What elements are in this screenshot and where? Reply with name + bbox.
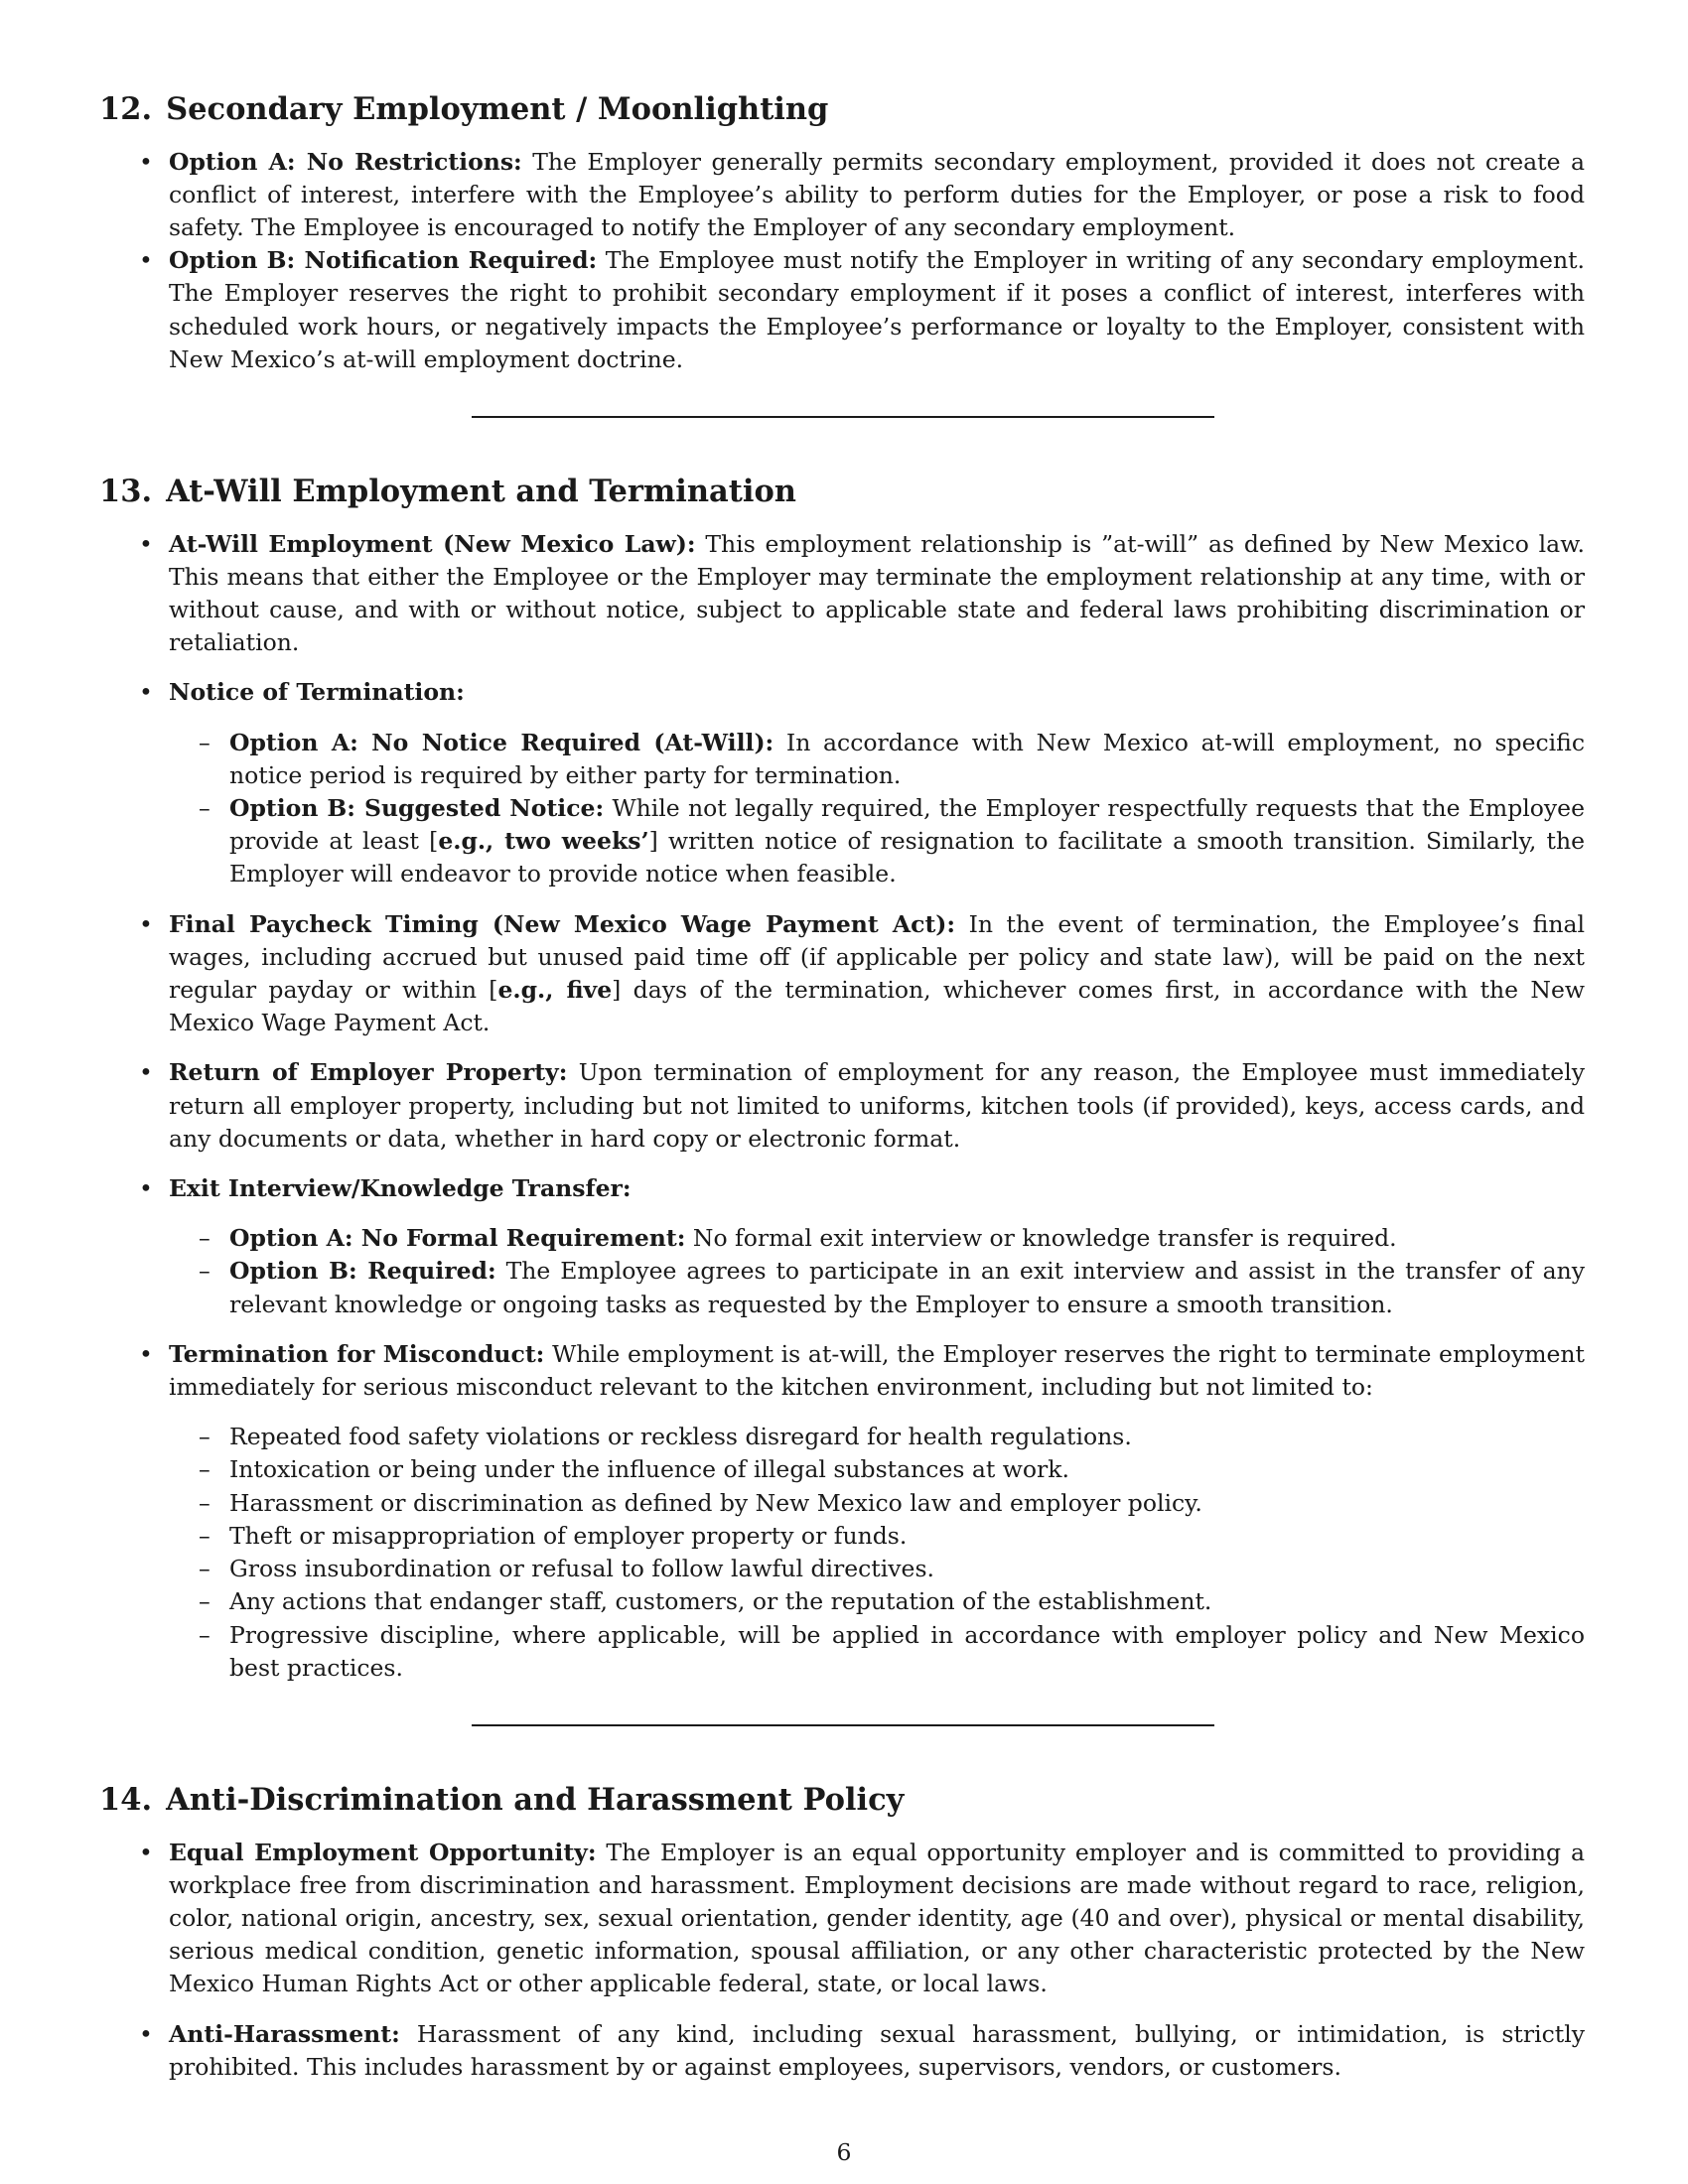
misconduct-example: – Intoxication or being under the influence of illegal substances at work. xyxy=(169,1453,1585,1486)
notice-options xyxy=(169,727,1585,891)
misconduct-example: – Theft or misappropriation of employer property or funds. xyxy=(169,1520,1585,1553)
item-label: Option A: No Formal Requirement: xyxy=(229,1224,686,1253)
item-text: No formal exit interview or knowledge transfer is required. xyxy=(685,1224,1397,1253)
item-text: In the event of termination, the Employee’s final wages, including accrued but unused paid time off (if applicable per policy and state law), will be paid on the next regular payday or within [ xyxy=(169,909,1586,1005)
item-label: Notice of Termination: xyxy=(169,678,465,707)
item-text: Upon termination of employment for any reason, the Employee must immediately return all employer property, including but not limited to uniforms, kitchen tools (if provided), keys, access cards, and any documents or data, whether in hard copy or electronic format. xyxy=(169,1058,1585,1153)
item-label: Equal Employment Opportunity: xyxy=(169,1838,597,1866)
misconduct-example: – Progressive discipline, where applicable, will be applied in accordance with employer policy and New Mexico best practices. xyxy=(169,1619,1585,1685)
misconduct-item xyxy=(99,1338,1585,1685)
exit-interview-options xyxy=(169,1222,1585,1321)
item-label: Option B: Required: xyxy=(229,1257,496,1286)
item-text: The Employee must notify the Employer in writing of any secondary employment. The Employer reserves the right to prohibit secondary employment if it poses a conflict of interest, interferes with scheduled work hours, or negatively impacts the Employee’s performance or loyalty to the Employer, consistent with New Mexico’s at-will employment doctrine. xyxy=(169,246,1586,373)
item-text: While not legally required, the Employer respectfully requests that the Employee provide at least [ xyxy=(229,794,1586,856)
return-property-item xyxy=(99,1056,1585,1156)
section-12-title: Secondary Employment / Moonlighting xyxy=(166,91,829,127)
item-label: Termination for Misconduct: xyxy=(169,1339,545,1368)
section-14-list xyxy=(99,1837,1585,2084)
item-text: The Employer generally permits secondary employment, provided it does not create a conflict of interest, interfere with the Employee’s ability to perform duties for the Employer, or pose a risk to food safety. The Employee is encouraged to notify the Employer of any secondary employment. xyxy=(169,147,1585,241)
item-text: The Employer is an equal opportunity employer and is committed to providing a workplace free from discrimination and harassment. Employment decisions are made without regard to race, religion, color, national origin, ancestry, sex, sexual orientation, gender identity, age (40 and over), physical or mental disability, serious medical condition, genetic information, spousal affiliation, or any other characteristic protected by the New Mexico Human Rights Act or other applicable federal, state, or local laws. xyxy=(169,1838,1585,1998)
section-13-heading xyxy=(99,474,1585,510)
misconduct-list xyxy=(169,1421,1585,1685)
document-page xyxy=(99,91,1585,2084)
item-label: Final Paycheck Timing (New Mexico Wage Payment Act): xyxy=(169,909,956,938)
anti-harassment-item xyxy=(99,2018,1585,2084)
section-13-list xyxy=(99,528,1585,1685)
item-label: Option A: No Restrictions: xyxy=(169,147,522,176)
item-text: ] written notice of resignation to facilitate a smooth transition. Similarly, the Employer will endeavor to provide notice when feasible. xyxy=(229,827,1585,888)
misconduct-example: – Harassment or discrimination as defined by New Mexico law and employer policy. xyxy=(169,1487,1585,1520)
item-text: While employment is at-will, the Employer reserves the right to terminate employment immediately for serious misconduct relevant to the kitchen environment, including but not limited to: xyxy=(169,1339,1585,1402)
item-label: Anti-Harassment: xyxy=(169,2019,400,2048)
final-paycheck-item xyxy=(99,908,1585,1040)
section-12-option-a xyxy=(99,146,1585,245)
page-number: 6 xyxy=(836,2138,852,2166)
notice-option-b xyxy=(169,792,1585,891)
section-13-title: At-Will Employment and Termination xyxy=(166,474,796,510)
item-label: Option B: Notification Required: xyxy=(169,246,598,275)
notice-option-a xyxy=(169,727,1585,792)
section-14-number: 14. xyxy=(99,1781,153,1818)
item-text: ] days of the termination, whichever comes first, in accordance with the New Mexico Wage Payment Act. xyxy=(169,976,1585,1037)
section-12-list xyxy=(99,146,1585,376)
item-label: Option B: Suggested Notice: xyxy=(229,794,605,823)
item-text: Harassment of any kind, including sexual harassment, bullying, or intimidation, is strictly prohibited. This includes harassment by or against employees, supervisors, vendors, or customers. xyxy=(169,2019,1585,2081)
item-label: Option A: No Notice Required (At-Will): xyxy=(229,728,774,756)
exit-option-b xyxy=(169,1255,1585,1320)
section-12-option-b xyxy=(99,244,1585,376)
item-text: This employment relationship is ”at-will” as defined by New Mexico law. This means that either the Employee or the Employer may terminate the employment relationship at any time, with or without cause, and with or without notice, subject to applicable state and federal laws prohibiting discrimination or retaliation. xyxy=(169,529,1585,657)
section-divider xyxy=(472,1724,1214,1726)
notice-item xyxy=(99,676,1585,890)
placeholder-value: e.g., two weeks’ xyxy=(438,827,649,856)
item-label: Return of Employer Property: xyxy=(169,1058,568,1087)
section-14-title: Anti-Discrimination and Harassment Policy xyxy=(166,1781,905,1818)
exit-interview-item xyxy=(99,1172,1585,1321)
eeo-item xyxy=(99,1837,1585,2001)
section-12-number: 12. xyxy=(99,91,153,127)
section-13-number: 13. xyxy=(99,474,153,510)
section-divider xyxy=(472,416,1214,418)
item-label: Exit Interview/Knowledge Transfer: xyxy=(169,1174,632,1203)
misconduct-example: – Any actions that endanger staff, customers, or the reputation of the establishment. xyxy=(169,1585,1585,1618)
item-text: In accordance with New Mexico at-will employment, no specific notice period is required by either party for termination. xyxy=(229,728,1585,789)
item-label: At-Will Employment (New Mexico Law): xyxy=(169,529,696,558)
placeholder-value: e.g., five xyxy=(497,976,613,1005)
misconduct-example: – Gross insubordination or refusal to follow lawful directives. xyxy=(169,1553,1585,1585)
section-14-heading xyxy=(99,1782,1585,1819)
misconduct-example: – Repeated food safety violations or reckless disregard for health regulations. xyxy=(169,1421,1585,1453)
exit-option-a xyxy=(169,1222,1585,1255)
item-text: The Employee agrees to participate in an exit interview and assist in the transfer of any relevant knowledge or ongoing tasks as requested by the Employer to ensure a smooth transition. xyxy=(229,1257,1585,1318)
at-will-item xyxy=(99,528,1585,660)
section-12-heading xyxy=(99,91,1585,128)
